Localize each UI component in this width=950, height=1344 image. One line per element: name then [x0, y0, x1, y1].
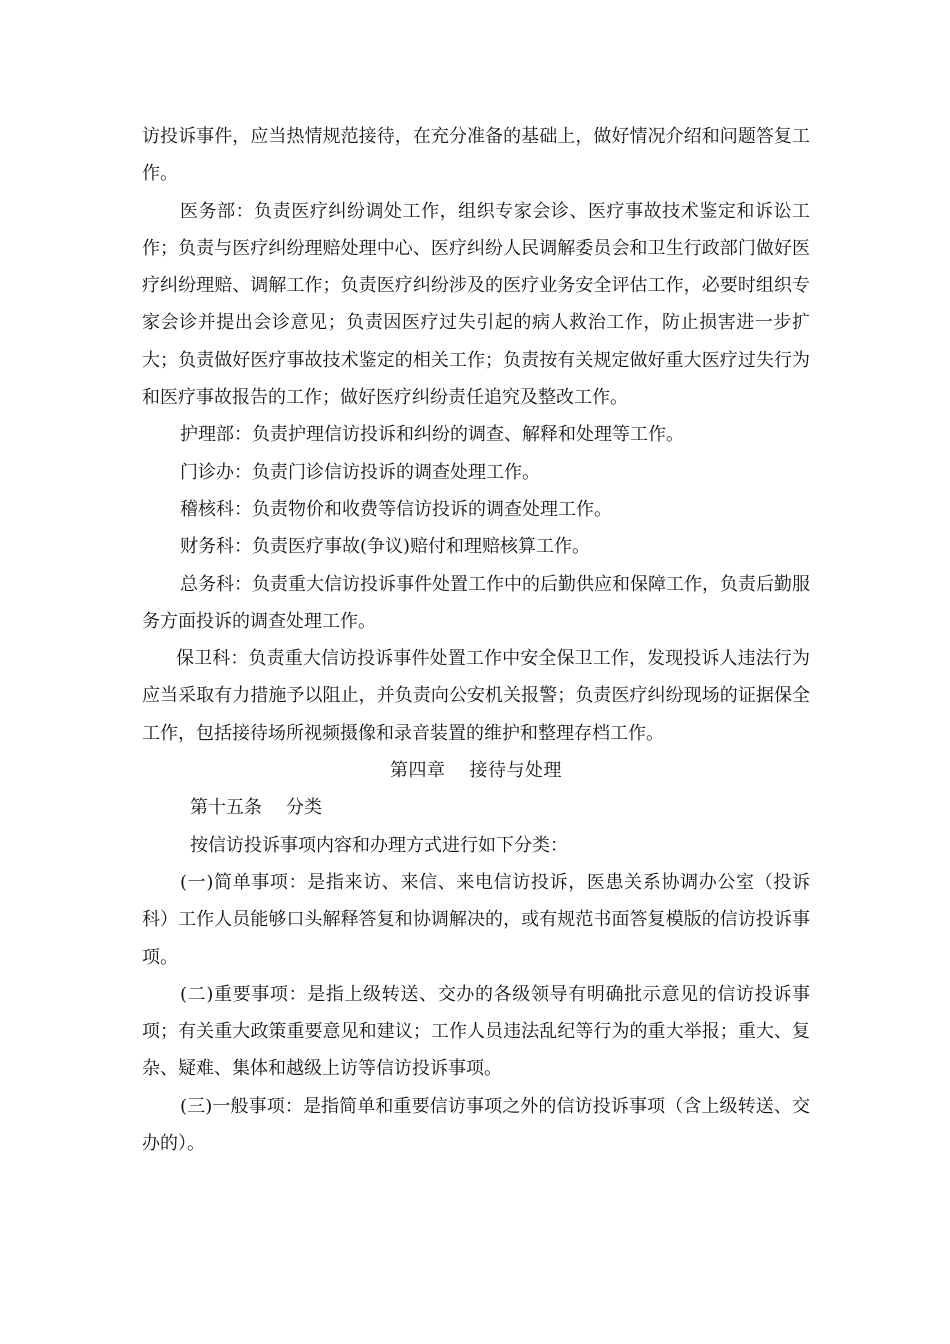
paragraph-continuation: 访投诉事件，应当热情规范接待，在充分准备的基础上，做好情况介绍和问题答复工作。 [142, 126, 810, 185]
article-title: 分类 [286, 797, 322, 819]
paragraph-audit: 稽核科：负责物价和收费等信访投诉的调查处理工作。 [180, 498, 612, 520]
article-number: 第十五条 [190, 797, 262, 819]
article-heading [142, 789, 810, 826]
paragraph-nursing: 护理部：负责护理信访投诉和纠纷的调查、解释和处理等工作。 [180, 424, 684, 446]
paragraph-classification-intro: 按信访投诉事项内容和办理方式进行如下分类： [190, 834, 568, 856]
chapter-number: 第四章 [390, 760, 446, 782]
chapter-heading [142, 752, 810, 789]
paragraph-simple-matters: (一)简单事项：是指来访、来信、来电信访投诉，医患关系协调办公室（投诉科）工作人员能够口头解释答复和协调解决的，或有规范书面答复模版的信访投诉事项。 [142, 871, 810, 968]
paragraph-general-affairs: 总务科：负责重大信访投诉事件处置工作中的后勤供应和保障工作，负责后勤服务方面投诉的调查处理工作。 [142, 573, 810, 632]
paragraph-outpatient: 门诊办：负责门诊信访投诉的调查处理工作。 [180, 461, 540, 483]
paragraph-security: 保卫科：负责重大信访投诉事件处置工作中安全保卫工作，发现投诉人违法行为应当采取有力措施予以阻止，并负责向公安机关报警；负责医疗纠纷现场的证据保全工作，包括接待场所视频摄像和录音装置的维护和整理存档工作。 [142, 648, 810, 744]
paragraph-medical-affairs: 医务部：负责医疗纠纷调处工作，组织专家会诊、医疗事故技术鉴定和诉讼工作；负责与医疗纠纷理赔处理中心、医疗纠纷人民调解委员会和卫生行政部门做好医疗纠纷理赔、调解工作；负责医疗纠纷涉及的医疗业务安全评估工作，必要时组织专家会诊并提出会诊意见；负责因医疗过失引起的病人救治工作，防止损害进一步扩大；负责做好医疗事故技术鉴定的相关工作；负责按有关规定做好重大医疗过失行为和医疗事故报告的工作；做好医疗纠纷责任追究及整改工作。 [142, 200, 810, 409]
paragraph-important-matters: (二)重要事项：是指上级转送、交办的各级领导有明确批示意见的信访投诉事项；有关重大政策重要意见和建议；工作人员违法乱纪等行为的重大举报；重大、复杂、疑难、集体和越级上访等信访投诉事项。 [142, 983, 810, 1080]
paragraph-general-matters: (三)一般事项：是指简单和重要信访事项之外的信访投诉事项（含上级转送、交办的）。 [142, 1095, 810, 1155]
chapter-title: 接待与处理 [469, 760, 562, 782]
paragraph-finance: 财务科：负责医疗事故(争议)赔付和理赔核算工作。 [180, 536, 591, 558]
document-page [142, 118, 810, 1162]
